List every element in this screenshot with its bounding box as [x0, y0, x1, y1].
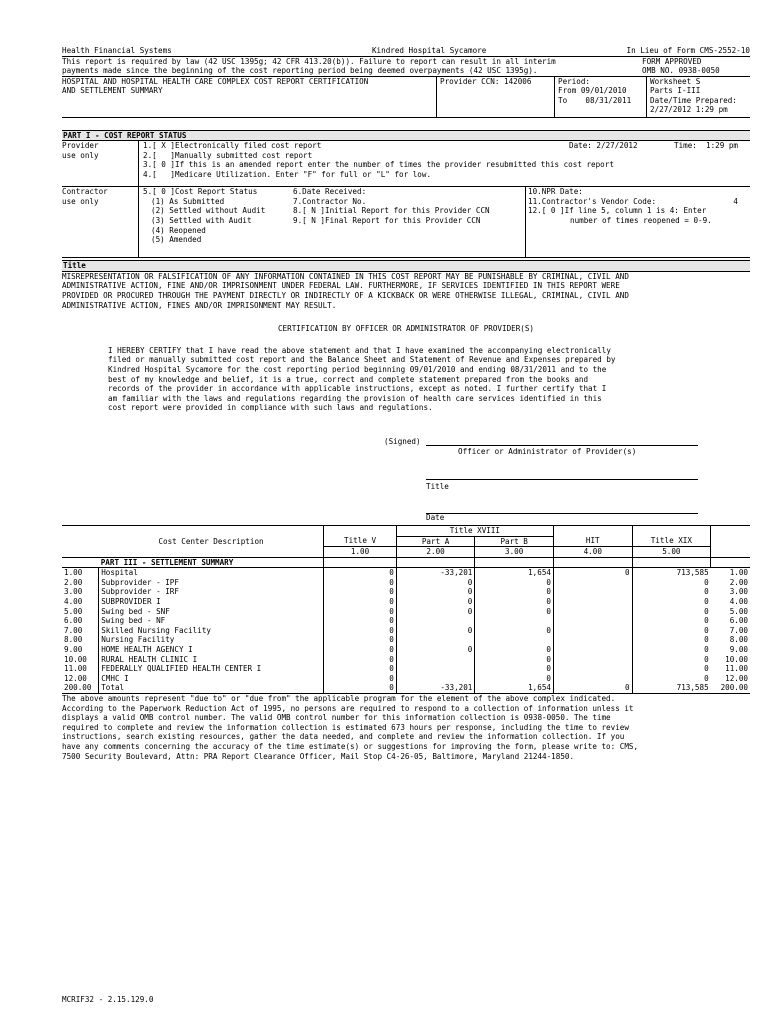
- provider-use-label: [62, 141, 139, 186]
- provider-ccn: Provider CCN: 142006: [436, 77, 554, 117]
- part1-time: Time: 1:29 pm: [674, 141, 739, 151]
- cell-title-xix: 0: [632, 578, 711, 588]
- cost-center-desc: RURAL HEALTH CLINIC I: [99, 655, 324, 665]
- cell-hit: [553, 597, 632, 607]
- cell-hit: 0: [553, 683, 632, 693]
- cell-part-b: 0: [475, 674, 554, 684]
- certification-heading: CERTIFICATION BY OFFICER OR ADMINISTRATOR OF PROVIDER(S): [277, 324, 535, 334]
- signature-block: [62, 413, 750, 511]
- cell-part-b: [475, 635, 554, 645]
- table-row: [62, 616, 750, 626]
- status-with-audit: (3) Settled with Audit: [151, 215, 252, 225]
- item-utilization: 4.[ ]Medicare Utilization. Enter "F" for full or "L" for low.: [143, 169, 432, 179]
- col-title-v: Title V: [324, 536, 396, 547]
- item-status: 5.[ 0 ]Cost Report Status: [143, 187, 258, 197]
- cell-part-a: 0: [396, 645, 475, 655]
- cell-title-v: 0: [324, 655, 396, 665]
- line-number: 8.00: [64, 635, 83, 645]
- col-part-a: Part A: [396, 536, 475, 547]
- note-pra-5: have any comments concerning the accuracy of the time estimate(s) or suggestions for improving the form, please write to: CMS,: [62, 741, 639, 751]
- line-number-right: 10.00: [725, 654, 748, 664]
- header-left: Health Financial Systems: [62, 46, 172, 55]
- cell-title-xix: 0: [632, 645, 711, 655]
- cell-part-a: -33,201: [396, 568, 475, 578]
- part2-title: Title: [62, 260, 750, 272]
- cell-part-b: 0: [475, 607, 554, 617]
- title-label: Title: [426, 481, 449, 491]
- note-due-to: The above amounts represent "due to" or "due from" the applicable program for the element of the above complex indicated.: [62, 694, 616, 703]
- cell-title-xix: 713,585: [632, 568, 711, 578]
- cell-title-v: 0: [324, 626, 396, 636]
- law-notice-line-1: This report is required by law (42 USC 1395g; 42 CFR 413.20(b)). Failure to report can result in all interim: [62, 56, 556, 66]
- certification-text: [62, 346, 750, 413]
- part1-contractor-section: [62, 187, 750, 258]
- table-row: [62, 578, 750, 588]
- contractor-label-1: Contractor: [62, 187, 108, 197]
- cell-title-xix: 0: [632, 626, 711, 636]
- line-number: 200.00: [64, 683, 92, 693]
- settlement-table: [62, 525, 750, 693]
- cell-hit: [553, 607, 632, 617]
- line-number: 11.00: [64, 664, 87, 674]
- cell-part-a: 0: [396, 587, 475, 597]
- line-number-right: 200.00: [720, 683, 748, 693]
- cell-part-b: 0: [475, 626, 554, 636]
- cell-title-xix: 713,585: [632, 683, 711, 693]
- cost-center-desc: Hospital: [99, 568, 324, 578]
- table-row: [62, 587, 750, 597]
- note-pra-4: instructions, search existing resources, gather the data needed, and complete and review the information collection. If you: [62, 732, 625, 742]
- signed-label: (Signed): [384, 436, 421, 446]
- report-title-line-2: AND SETTLEMENT SUMMARY: [62, 86, 163, 96]
- form-approved-box: [642, 57, 750, 76]
- line-number: 10.00: [64, 654, 87, 664]
- cell-hit: [553, 635, 632, 645]
- cell-title-xix: 0: [632, 587, 711, 597]
- status-without-audit: (2) Settled without Audit: [151, 206, 266, 216]
- line-number-right: 8.00: [729, 635, 748, 645]
- table-row: [62, 635, 750, 645]
- item-initial-report: 8.[ N ]Initial Report for this Provider CCN: [293, 206, 490, 216]
- report-title-block: [62, 76, 750, 118]
- col-num-2: 2.00: [396, 547, 475, 558]
- contractor-middle: [293, 187, 526, 257]
- law-notice: [62, 56, 750, 76]
- note-pra-1: According to the Paperwork Reduction Act of 1995, no persons are required to respond to a collection of information unless it: [62, 703, 634, 713]
- cell-title-v: 0: [324, 607, 396, 617]
- part3-title: PART III - SETTLEMENT SUMMARY: [100, 557, 234, 567]
- period-label: Period:: [558, 76, 591, 86]
- title-xviii-header: Title XVIII: [396, 525, 553, 536]
- table-row: [62, 683, 750, 693]
- cost-center-desc: Swing bed - SNF: [99, 607, 324, 617]
- col-title-xix: Title XIX: [632, 536, 711, 547]
- table-row: [62, 655, 750, 665]
- signature-line[interactable]: [426, 437, 698, 446]
- item-vendor-code: 11.Contractor's Vendor Code:: [528, 196, 657, 206]
- provider-label-2: use only: [62, 150, 99, 160]
- cost-center-desc: Nursing Facility: [99, 635, 324, 645]
- col-num-1: 1.00: [324, 547, 396, 558]
- worksheet-parts: Parts I-III: [650, 86, 701, 96]
- page-footer: MCRIF32 - 2.15.129.0: [62, 995, 154, 1004]
- omb-number: OMB NO. 0938-0050: [642, 66, 720, 76]
- cell-title-v: 0: [324, 568, 396, 578]
- worksheet-block: [646, 77, 750, 117]
- cell-hit: [553, 674, 632, 684]
- cell-part-a: [396, 655, 475, 665]
- cell-part-b: 0: [475, 587, 554, 597]
- col-num-3: 3.00: [475, 547, 554, 558]
- cell-part-b: 0: [475, 664, 554, 674]
- cell-part-a: [396, 674, 475, 684]
- cell-title-xix: 0: [632, 664, 711, 674]
- cell-part-b: 1,654: [475, 683, 554, 693]
- item-amended: 3.[ 0 ]If this is an amended report enter the number of times the provider resubmitted this cost report: [143, 160, 614, 170]
- cell-hit: 0: [553, 568, 632, 578]
- provider-items: [139, 141, 750, 186]
- date-prepared-value: 2/27/2012 1:29 pm: [650, 105, 728, 115]
- cell-hit: [553, 578, 632, 588]
- status-amended: (5) Amended: [151, 235, 202, 245]
- status-reopened: (4) Reopened: [151, 225, 206, 235]
- cell-hit: [553, 645, 632, 655]
- cell-part-a: [396, 664, 475, 674]
- line-number: 9.00: [64, 645, 83, 655]
- note-pra-6: 7500 Security Boulevard, Attn: PRA Report Clearance Officer, Mail Stop C4-26-05, Baltimore, Maryland 21244-1850.: [62, 751, 575, 761]
- cell-part-a: 0: [396, 607, 475, 617]
- cell-hit: [553, 655, 632, 665]
- warning-line-2: ADMINISTRATIVE ACTION, FINE AND/OR IMPRISONMENT UNDER FEDERAL LAW. FURTHERMORE, IF SERVICES IDENTIFIED IN THIS REPORT WERE: [62, 281, 620, 291]
- officer-label: Officer or Administrator of Provider(s): [458, 446, 637, 456]
- cell-hit: [553, 616, 632, 626]
- warning-line-1: MISREPRESENTATION OR FALSIFICATION OF ANY INFORMATION CONTAINED IN THIS COST REPORT MAY BE PUNISHABLE BY CRIMINAL, CIVIL AND: [62, 271, 629, 281]
- part1-title: PART I - COST REPORT STATUS: [62, 130, 750, 142]
- item-npr-date: 10.NPR Date:: [528, 187, 583, 197]
- cell-title-v: 0: [324, 645, 396, 655]
- col-desc-header: Cost Center Description: [158, 536, 264, 546]
- item-electronic: 1.[ X ]Electronically filed cost report: [143, 141, 322, 151]
- part1-provider-section: [62, 141, 750, 187]
- cell-title-v: 0: [324, 674, 396, 684]
- cell-title-v: 0: [324, 635, 396, 645]
- page-header: [62, 46, 750, 56]
- col-num-5: 5.00: [632, 547, 711, 558]
- col-num-4: 4.00: [553, 547, 632, 558]
- period-block: [554, 77, 646, 117]
- cost-report-page: [62, 46, 750, 761]
- cell-hit: [553, 626, 632, 636]
- title-line[interactable]: [426, 471, 698, 480]
- cell-part-a: [396, 616, 475, 626]
- cost-center-desc: Subprovider - IPF: [99, 578, 324, 588]
- cost-center-desc: CMHC I: [99, 674, 324, 684]
- header-center: Kindred Hospital Sycamore: [371, 46, 487, 55]
- contractor-right: [526, 187, 750, 257]
- cert-line-4: best of my knowledge and belief, it is a true, correct and complete statement prepared from the books and: [108, 374, 589, 384]
- cell-part-b: 0: [475, 655, 554, 665]
- cell-part-a: [396, 635, 475, 645]
- line-number: 1.00: [64, 568, 83, 578]
- cost-center-desc: FEDERALLY QUALIFIED HEALTH CENTER I: [99, 664, 324, 674]
- cost-center-desc: SUBPROVIDER I: [99, 597, 324, 607]
- table-row: [62, 645, 750, 655]
- cell-title-v: 0: [324, 683, 396, 693]
- table-row: [62, 607, 750, 617]
- cell-part-b: 0: [475, 597, 554, 607]
- cell-part-a: 0: [396, 578, 475, 588]
- line-number: 3.00: [64, 587, 83, 597]
- form-approved: FORM APPROVED: [642, 56, 702, 66]
- cert-line-5: records of the provider in accordance with applicable instructions, except as noted. I further certify that I: [108, 384, 607, 394]
- cell-hit: [553, 664, 632, 674]
- note-pra-2: displays a valid OMB control number. The valid OMB control number for this information collection is 0938-0050. The time: [62, 713, 611, 723]
- report-title: [62, 77, 436, 117]
- table-row: [62, 568, 750, 578]
- line-number-right: 11.00: [725, 664, 748, 674]
- cost-center-desc: Swing bed - NF: [99, 616, 324, 626]
- part1-date: Date: 2/27/2012: [569, 141, 638, 151]
- cert-line-6: am familiar with the laws and regulations regarding the provision of health care services identified in this: [108, 393, 602, 403]
- cert-line-1: I HEREBY CERTIFY that I have read the above statement and that I have examined the accompanying electronically: [108, 345, 611, 355]
- line-number-right: 2.00: [729, 577, 748, 587]
- period-from: From 09/01/2010: [558, 86, 627, 96]
- line-number: 7.00: [64, 625, 83, 635]
- line-number-right: 3.00: [729, 587, 748, 597]
- line-number-right: 9.00: [729, 645, 748, 655]
- cell-part-a: 0: [396, 597, 475, 607]
- worksheet-id: Worksheet S: [650, 76, 701, 86]
- cell-part-b: 1,654: [475, 568, 554, 578]
- table-row: [62, 664, 750, 674]
- line-number: 6.00: [64, 616, 83, 626]
- item-manual: 2.[ ]Manually submitted cost report: [143, 150, 313, 160]
- line-number-right: 6.00: [729, 616, 748, 626]
- contractor-status: [139, 187, 293, 257]
- period-to: To 08/31/2011: [558, 95, 632, 105]
- cell-title-v: 0: [324, 616, 396, 626]
- cost-center-desc: Subprovider - IRF: [99, 587, 324, 597]
- provider-label-1: Provider: [62, 141, 99, 151]
- cell-part-b: 0: [475, 645, 554, 655]
- line-number: 4.00: [64, 597, 83, 607]
- line-number: 12.00: [64, 673, 87, 683]
- cert-line-7: cost report were provided in compliance with such laws and regulations.: [108, 403, 433, 413]
- line-number-right: 5.00: [729, 606, 748, 616]
- cell-part-a: -33,201: [396, 683, 475, 693]
- line-number: 2.00: [64, 577, 83, 587]
- cell-part-b: 0: [475, 578, 554, 588]
- cell-title-v: 0: [324, 664, 396, 674]
- status-as-submitted: (1) As Submitted: [151, 196, 225, 206]
- bottom-notes: [62, 693, 750, 761]
- line-number: 5.00: [64, 606, 83, 616]
- cell-title-xix: 0: [632, 674, 711, 684]
- line-number-right: 12.00: [725, 673, 748, 683]
- cell-part-a: 0: [396, 626, 475, 636]
- table-row: [62, 626, 750, 636]
- cell-title-xix: 0: [632, 655, 711, 665]
- item-reopened: 12.[ 0 ]If line 5, column 1 is 4: Enter: [528, 206, 707, 216]
- warning-line-3: PROVIDED OR PROCURED THROUGH THE PAYMENT DIRECTLY OR INDIRECTLY OF A KICKBACK OR WERE OTHERWISE ILLEGAL, CRIMINAL, CIVIL AND: [62, 290, 629, 300]
- col-part-b: Part B: [475, 536, 554, 547]
- cert-line-2: filed or manually submitted cost report and the Balance Sheet and Statement of Revenue and Expenses prepared by: [108, 355, 616, 365]
- cell-title-xix: 0: [632, 597, 711, 607]
- cell-title-xix: 0: [632, 607, 711, 617]
- date-prepared-label: Date/Time Prepared:: [650, 95, 737, 105]
- table-row: [62, 674, 750, 684]
- report-title-line-1: HOSPITAL AND HOSPITAL HEALTH CARE COMPLEX COST REPORT CERTIFICATION: [62, 76, 369, 86]
- part2-warning: [62, 272, 750, 310]
- cell-title-v: 0: [324, 578, 396, 588]
- cell-title-xix: 0: [632, 616, 711, 626]
- item-contractor-no: 7.Contractor No.: [293, 196, 367, 206]
- header-right: In Lieu of Form CMS-2552-10: [626, 46, 750, 55]
- item-date-received: 6.Date Received:: [293, 187, 367, 197]
- table-row: [62, 597, 750, 607]
- contractor-label-2: use only: [62, 196, 99, 206]
- cell-hit: [553, 587, 632, 597]
- law-notice-line-2: payments made since the beginning of the cost reporting period being deemed overpayments (42 USC 1395g).: [62, 66, 538, 76]
- note-pra-3: required to complete and review the information collection is estimated 673 hours per response, including the time to review: [62, 722, 629, 732]
- date-label: Date: [426, 512, 445, 522]
- cell-title-v: 0: [324, 597, 396, 607]
- col-hit: HIT: [553, 536, 632, 547]
- item-final-report: 9.[ N ]Final Report for this Provider CCN: [293, 215, 481, 225]
- warning-line-4: ADMINISTRATIVE ACTION, FINES AND/OR IMPRISONMENT MAY RESULT.: [62, 300, 337, 310]
- cert-line-3: Kindred Hospital Sycamore for the cost reporting period beginning 09/01/2010 and ending 08/31/2011 and to the: [108, 364, 607, 374]
- line-number-right: 1.00: [729, 568, 748, 578]
- vendor-code-value: 4: [733, 196, 738, 206]
- line-number-right: 7.00: [729, 625, 748, 635]
- line-number-right: 4.00: [729, 597, 748, 607]
- cost-center-desc: Total: [99, 683, 324, 693]
- cell-part-b: [475, 616, 554, 626]
- item-reopened-note: number of times reopened = 0-9.: [570, 215, 712, 225]
- cell-title-xix: 0: [632, 635, 711, 645]
- cost-center-desc: HOME HEALTH AGENCY I: [99, 645, 324, 655]
- cost-center-desc: Skilled Nursing Facility: [99, 626, 324, 636]
- contractor-use-label: [62, 187, 139, 257]
- cell-title-v: 0: [324, 587, 396, 597]
